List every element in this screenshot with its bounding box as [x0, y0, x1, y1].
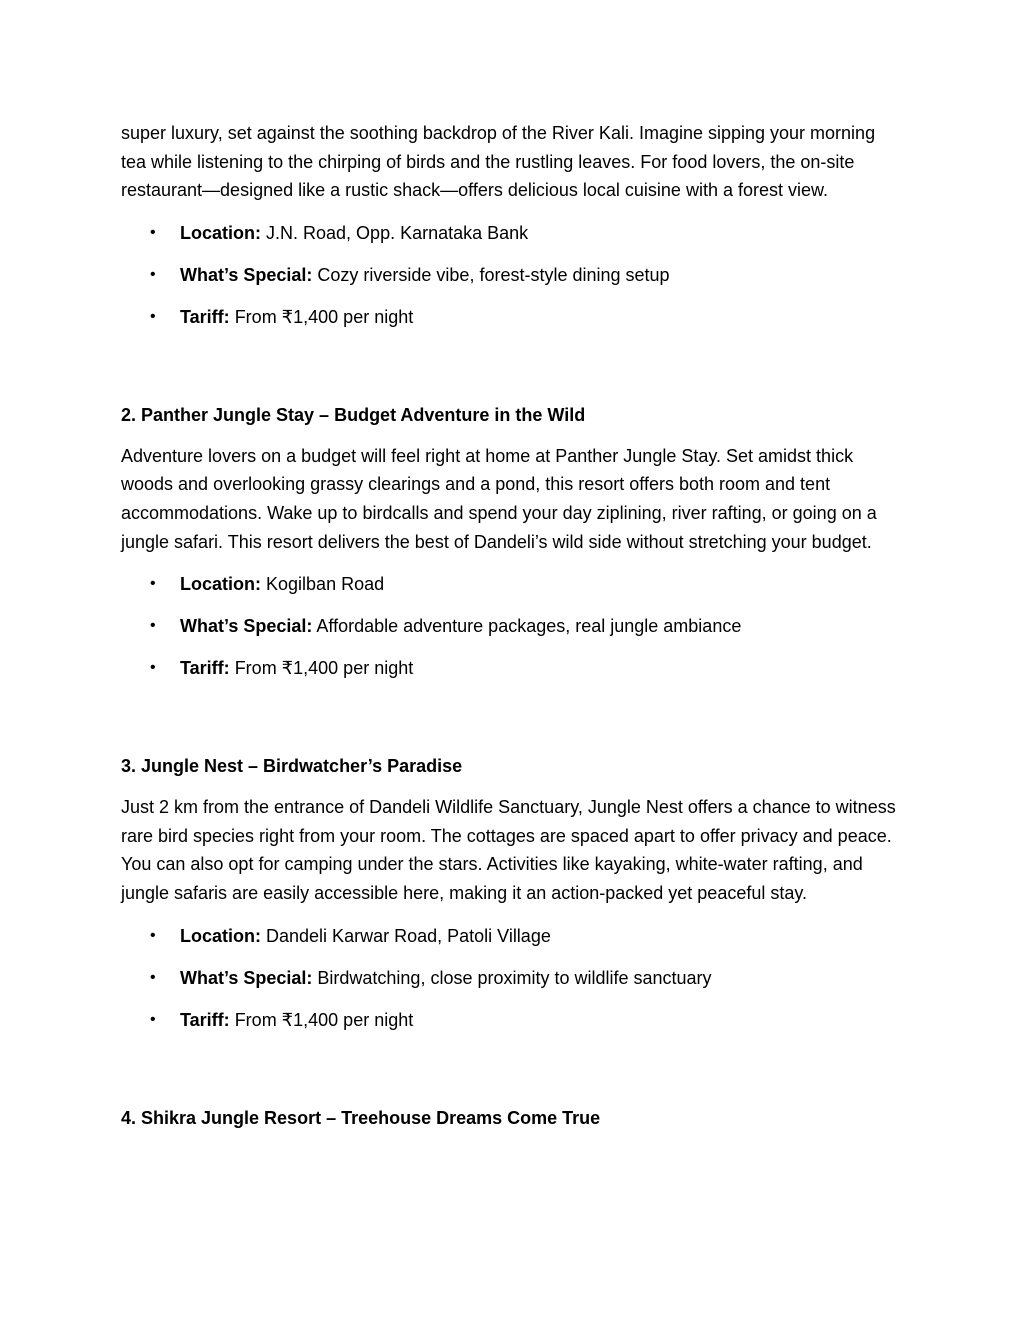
list-item	[121, 303, 899, 331]
special-value: Birdwatching, close proximity to wildlife sanctuary	[317, 967, 712, 988]
intro-paragraph: super luxury, set against the soothing backdrop of the River Kali. Imagine sipping your morning tea while listening to the chirping of birds and the rustling leaves. For food lovers, the on-site restaurant—designed like a rustic shack—offers delicious local cuisine with a forest view.	[121, 123, 876, 201]
bullet-icon: •	[150, 307, 156, 325]
special-label: What’s Special:	[180, 264, 313, 285]
bullet-icon: •	[150, 968, 156, 986]
section-heading-panther: 2. Panther Jungle Stay – Budget Adventure in the Wild	[121, 404, 586, 425]
panther-bullet-list	[121, 570, 899, 682]
tariff-label: Tariff:	[180, 1009, 230, 1030]
list-item	[121, 612, 899, 640]
list-item	[121, 219, 899, 247]
bullet-icon: •	[150, 575, 156, 593]
list-item	[121, 922, 899, 950]
special-label: What’s Special:	[180, 967, 313, 988]
list-item	[121, 654, 899, 682]
bullet-icon: •	[150, 926, 156, 944]
bullet-icon: •	[150, 265, 156, 283]
tariff-label: Tariff:	[180, 306, 230, 327]
document-body	[121, 119, 899, 1132]
section-heading-shikra: 4. Shikra Jungle Resort – Treehouse Dreams Come True	[121, 1107, 601, 1128]
intro-bullet-list	[121, 219, 899, 331]
bullet-icon: •	[150, 223, 156, 241]
bullet-icon: •	[150, 617, 156, 635]
section-heading-jungle-nest: 3. Jungle Nest – Birdwatcher’s Paradise	[121, 756, 463, 777]
list-item	[121, 261, 899, 289]
location-value: J.N. Road, Opp. Karnataka Bank	[266, 222, 529, 243]
special-value: Affordable adventure packages, real jungle ambiance	[316, 616, 742, 637]
special-value: Cozy riverside vibe, forest-style dining setup	[317, 264, 670, 285]
section-paragraph-jungle-nest: Just 2 km from the entrance of Dandeli Wildlife Sanctuary, Jungle Nest offers a chance to witness rare bird species right from your room. The cottages are spaced apart to offer privacy and peace. You can also opt for camping under the stars. Activities like kayaking, white-water rafting, and jungle safaris are easily accessible here, making it an action-packed yet peaceful stay.	[121, 797, 896, 903]
tariff-label: Tariff:	[180, 658, 230, 679]
tariff-value: From ₹1,400 per night	[234, 658, 414, 679]
location-value: Dandeli Karwar Road, Patoli Village	[266, 925, 551, 946]
section-paragraph-panther: Adventure lovers on a budget will feel right at home at Panther Jungle Stay. Set amidst thick woods and overlooking grassy clearings and a pond, this resort offers both room and tent accommodations. Wake up to birdcalls and spend your day ziplining, river rafting, or going on a jungle safari. This resort delivers the best of Dandeli’s wild side without stretching your budget.	[121, 445, 877, 552]
list-item	[121, 1006, 899, 1034]
location-value: Kogilban Road	[266, 574, 385, 595]
tariff-value: From ₹1,400 per night	[234, 306, 414, 327]
bullet-icon: •	[150, 659, 156, 677]
special-label: What’s Special:	[180, 616, 313, 637]
location-label: Location:	[180, 222, 261, 243]
jungle-nest-bullet-list	[121, 922, 899, 1034]
list-item	[121, 570, 899, 598]
list-item	[121, 964, 899, 992]
location-label: Location:	[180, 925, 261, 946]
bullet-icon: •	[150, 1010, 156, 1028]
tariff-value: From ₹1,400 per night	[234, 1009, 414, 1030]
location-label: Location:	[180, 574, 261, 595]
